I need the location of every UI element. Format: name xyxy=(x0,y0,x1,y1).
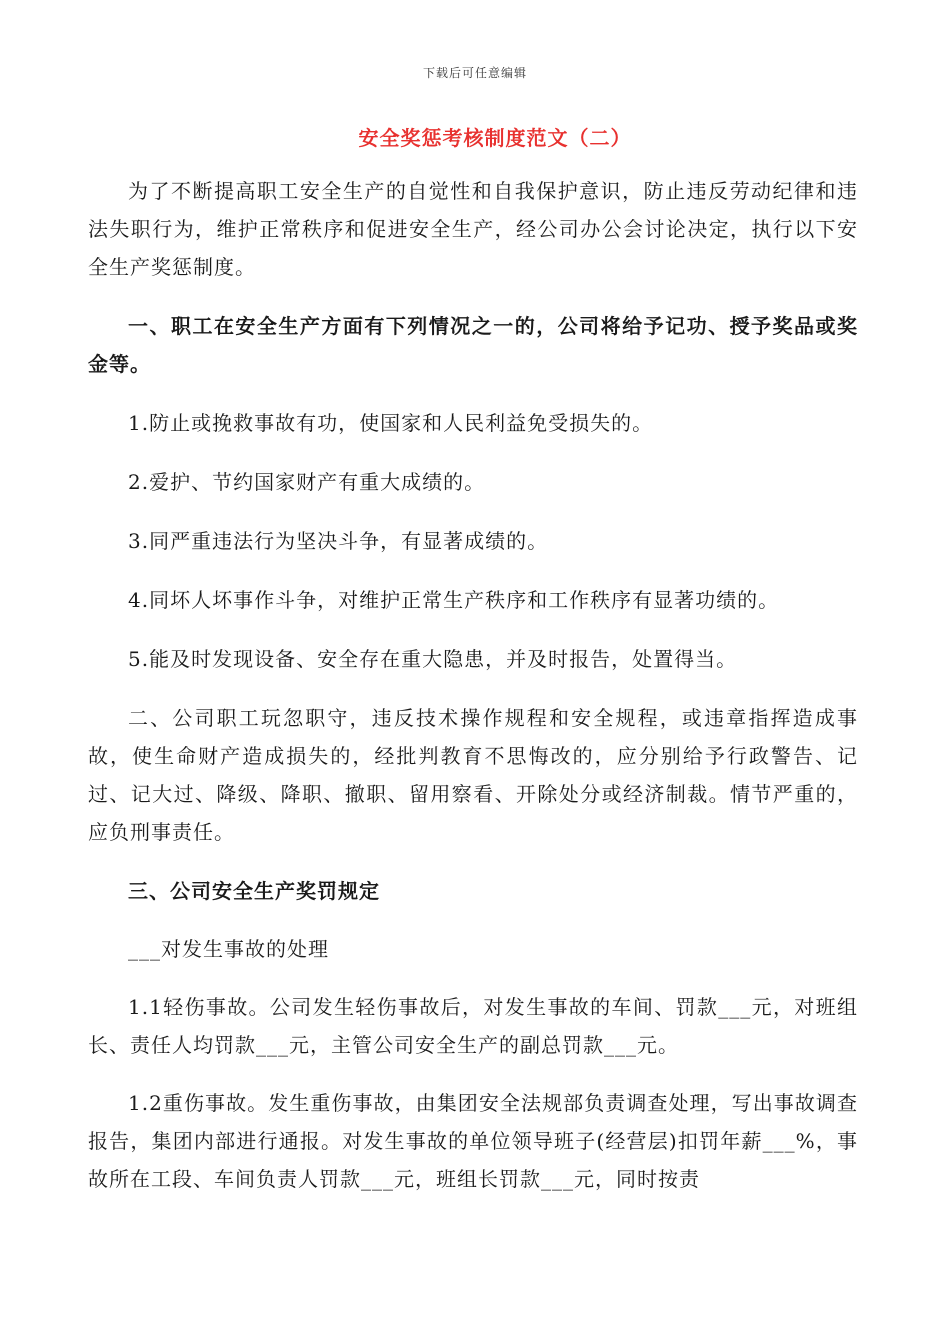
section-3-heading: 三、公司安全生产奖罚规定 xyxy=(128,879,380,903)
document-title: 安全奖惩考核制度范文（二） xyxy=(358,126,632,150)
clause-1-1: 1.1轻伤事故。公司发生轻伤事故后，对发生事故的车间、罚款___元，对班组长、责任人均罚款___元，主管公司安全生产的副总罚款___元。 xyxy=(88,995,858,1057)
subsection-heading: ___对发生事故的处理 xyxy=(128,937,329,961)
section-2-paragraph: 二、公司职工玩忽职守，违反技术操作规程和安全规程，或违章指挥造成事故，使生命财产造成损失的，经批判教育不思悔改的，应分别给予行政警告、记过、记大过、降级、降职、撤职、留用察看、开除处分或经济制裁。情节严重的，应负刑事责任。 xyxy=(88,706,858,844)
list-item-2: 2.爱护、节约国家财产有重大成绩的。 xyxy=(128,470,486,494)
list-item-5: 5.能及时发现设备、安全存在重大隐患，并及时报告，处置得当。 xyxy=(128,647,738,671)
list-item-3: 3.同严重违法行为坚决斗争，有显著成绩的。 xyxy=(128,529,549,553)
list-item-1: 1.防止或挽救事故有功，使国家和人民利益免受损失的。 xyxy=(128,411,654,435)
intro-paragraph: 为了不断提高职工安全生产的自觉性和自我保护意识，防止违反劳动纪律和违法失职行为，维护正常秩序和促进安全生产，经公司办公会讨论决定，执行以下安全生产奖惩制度。 xyxy=(88,179,858,279)
clause-1-2: 1.2重伤事故。发生重伤事故，由集团安全法规部负责调查处理，写出事故调查报告，集团内部进行通报。对发生事故的单位领导班子(经营层)扣罚年薪___%，事故所在工段、车间负责人罚款___元，班组长罚款___元，同时按责 xyxy=(88,1091,858,1191)
document-body xyxy=(88,172,858,1198)
list-item-4: 4.同坏人坏事作斗争，对维护正常生产秩序和工作秩序有显著功绩的。 xyxy=(128,588,780,612)
section-1-heading: 一、职工在安全生产方面有下列情况之一的，公司将给予记功、授予奖品或奖金等。 xyxy=(88,314,858,376)
header-note: 下载后可任意编辑 xyxy=(422,66,527,80)
